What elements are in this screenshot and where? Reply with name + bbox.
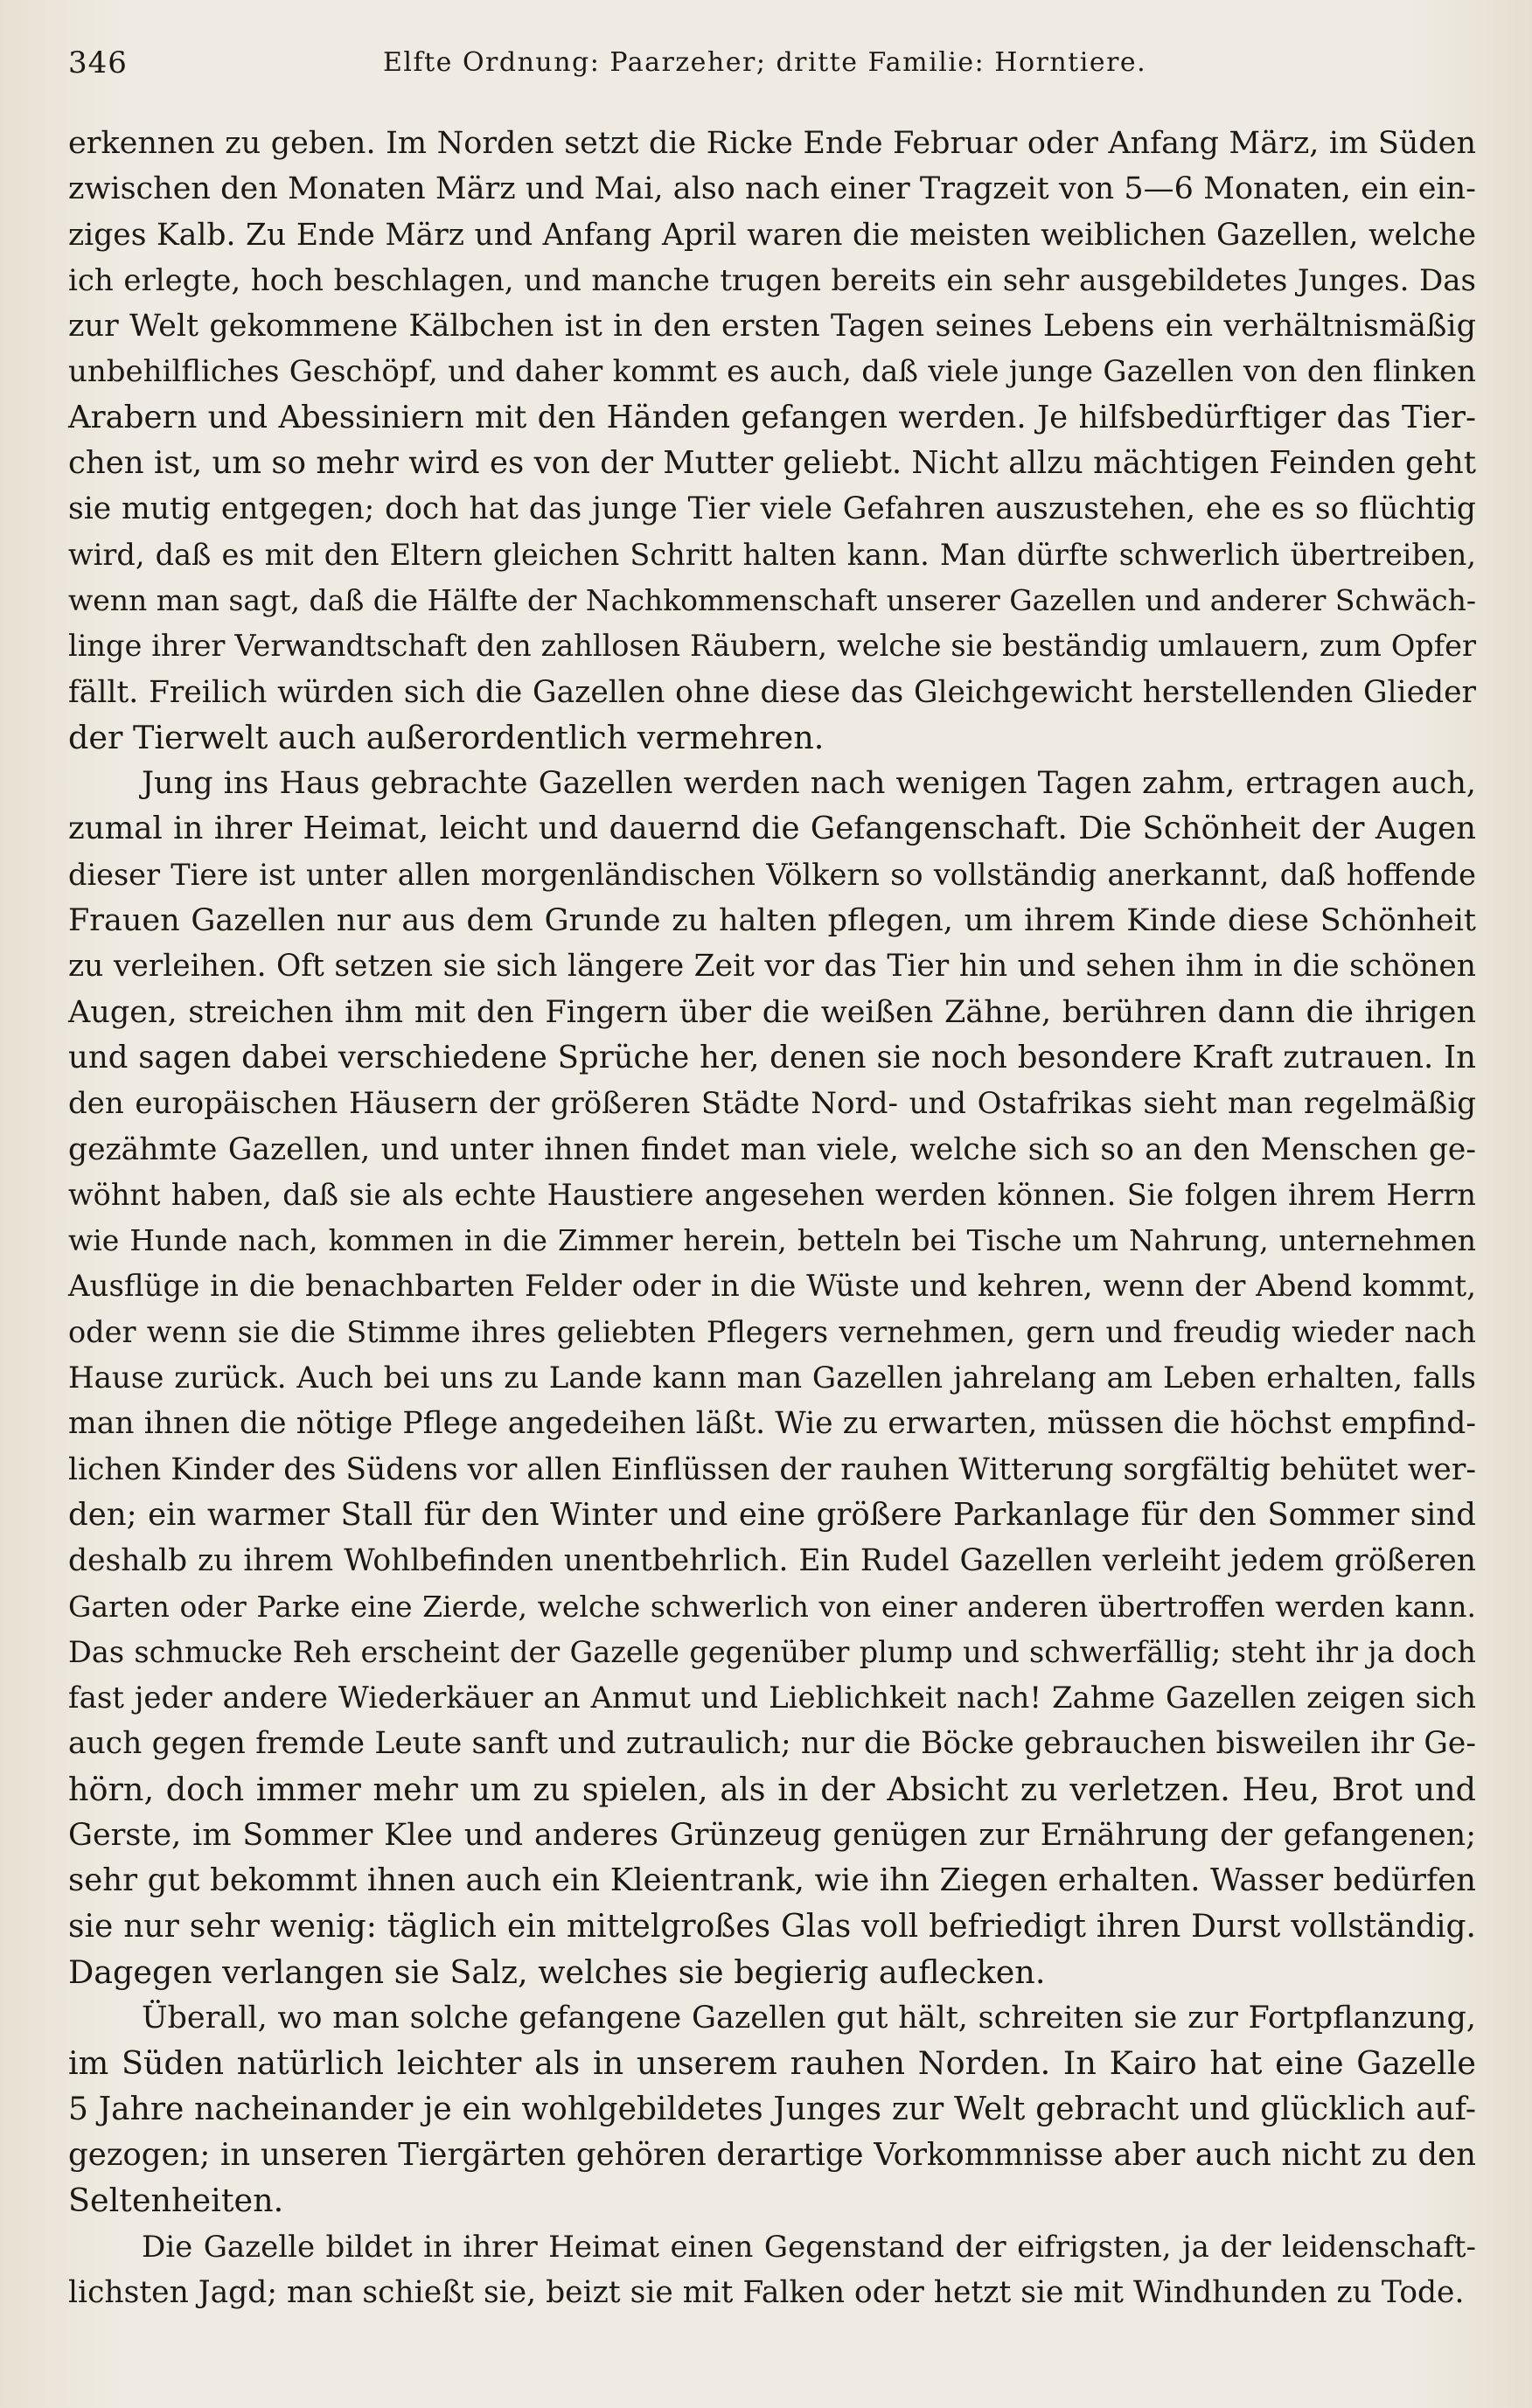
text-line: deshalb zu ihrem Wohlbefinden unentbehrlich. Ein Rudel Gazellen verleiht jedem größeren <box>68 1543 1476 1579</box>
text-line: linge ihrer Verwandtschaft den zahllosen Räubern, welche sie beständig umlauern, zum Opfer <box>68 629 1476 664</box>
text-line: Überall, wo man solche gefangene Gazellen gut hält, schreiten sie zur Fortpflanzung, <box>142 2001 1476 2036</box>
text-line: sie mutig entgegen; doch hat das junge Tier viele Gefahren auszustehen, ehe es so flüchtig <box>68 491 1476 527</box>
text-line: gezogen; in unseren Tiergärten gehören derartige Vorkommnisse aber auch nicht zu den <box>68 2137 1476 2174</box>
text-line: Garten oder Parke eine Zierde, welche schwerlich von einer anderen übertroffen werden kann. <box>68 1589 1476 1624</box>
text-line: Frauen Gazellen nur aus dem Grunde zu halten pflegen, um ihrem Kinde diese Schönheit <box>68 903 1476 939</box>
text-line: gezähmte Gazellen, und unter ihnen findet man viele, welche sich so an den Menschen ge- <box>68 1131 1476 1167</box>
text-line: Dagegen verlangen sie Salz, welches sie begierig auflecken. <box>68 1952 1046 1991</box>
paragraph <box>68 121 1476 761</box>
text-line: Seltenheiten. <box>68 2182 284 2220</box>
text-line: dieser Tiere ist unter allen morgenländischen Völkern so vollständig anerkannt, daß hoffende <box>68 857 1476 892</box>
text-line: und sagen dabei verschiedene Sprüche her, denen sie noch besondere Kraft zutrauen. In <box>68 1039 1476 1075</box>
text-line: sehr gut bekommt ihnen auch ein Kleientrank, wie ihn Ziegen erhalten. Wasser bedürfen <box>68 1862 1476 1899</box>
text-line: 5 Jahre nacheinander je ein wohlgebildetes Junges zur Welt gebracht und glücklich auf- <box>68 2091 1476 2127</box>
paragraph <box>68 1995 1476 2224</box>
text-line: wenn man sagt, daß die Hälfte der Nachkommenschaft unserer Gazellen und anderer Schwäch- <box>68 582 1477 617</box>
text-line: Jung ins Haus gebrachte Gazellen werden nach wenigen Tagen zahm, ertragen auch, <box>142 766 1476 802</box>
text-line: auch gegen fremde Leute sanft und zutraulich; nur die Böcke gebrauchen bisweilen ihr Ge- <box>68 1726 1476 1762</box>
text-line: lichen Kinder des Südens vor allen Einflüssen der rauhen Witterung sorgfältig behütet wer- <box>68 1451 1476 1487</box>
text-line: man ihnen die nötige Pflege angedeihen läßt. Wie zu erwarten, müssen die höchst empfind- <box>68 1406 1476 1442</box>
text-line: sie nur sehr wenig: täglich ein mittelgroßes Glas voll befriedigt ihren Durst vollständig. <box>68 1908 1476 1945</box>
text-line: fast jeder andere Wiederkäuer an Anmut und Lieblichkeit nach! Zahme Gazellen zeigen sich <box>68 1681 1476 1716</box>
text-line: oder wenn sie die Stimme ihres geliebten Pflegers vernehmen, gern und freudig wieder nach <box>68 1314 1476 1349</box>
text-line: Augen, streichen ihm mit den Fingern über die weißen Zähne, berühren dann die ihrigen <box>68 994 1476 1030</box>
running-title: Elfte Ordnung: Paarzeher; dritte Familie: Horntiere. <box>383 47 1147 78</box>
text-line: Gerste, im Sommer Klee und anderes Grünzeug genügen zur Ernährung der gefangenen; <box>68 1817 1476 1853</box>
text-line: erkennen zu geben. Im Norden setzt die Ricke Ende Februar oder Anfang März, im Süden <box>68 126 1476 161</box>
text-line: den europäischen Häusern der größeren Städte Nord- und Ostafrikas sieht man regelmäßig <box>68 1086 1476 1122</box>
text-line: ich erlegte, hoch beschlagen, und manche trugen bereits ein sehr ausgebildetes Junges. Das <box>68 262 1476 298</box>
page-number: 346 <box>68 45 128 80</box>
text-line: lichsten Jagd; man schießt sie, beizt sie mit Falken oder hetzt sie mit Windhunden zu Tode. <box>68 2274 1465 2310</box>
text-line: zur Welt gekommene Kälbchen ist in den ersten Tagen seines Lebens ein verhältnismäßig <box>68 309 1476 344</box>
text-line: zumal in ihrer Heimat, leicht und dauernd die Gefangenschaft. Die Schönheit der Augen <box>68 811 1476 847</box>
text-line: im Süden natürlich leichter als in unserem rauhen Norden. In Kairo hat eine Gazelle <box>68 2044 1476 2083</box>
text-line: fällt. Freilich würden sich die Gazellen ohne diese das Gleichgewicht herstellenden Glieder <box>68 674 1476 710</box>
text-line: zu verleihen. Oft setzen sie sich längere Zeit vor das Tier hin und sehen ihm in die schönen <box>68 949 1476 985</box>
text-line: Hause zurück. Auch bei uns zu Lande kann man Gazellen jahrelang am Leben erhalten, falls <box>68 1361 1476 1396</box>
text-line: Die Gazelle bildet in ihrer Heimat einen Gegenstand der eifrigsten, ja der leidenschaft- <box>142 2229 1476 2265</box>
text-line: wöhnt haben, daß sie als echte Haustiere angesehen werden können. Sie folgen ihrem Herrn <box>68 1177 1476 1212</box>
paragraph <box>68 2224 1476 2316</box>
text-line: wie Hunde nach, kommen in die Zimmer herein, betteln bei Tische um Nahrung, unternehmen <box>68 1223 1476 1258</box>
body-text <box>68 121 1476 2315</box>
text-line: Arabern und Abessiniern mit den Händen gefangen werden. Je hilfsbedürftiger das Tier- <box>68 399 1476 435</box>
text-line: chen ist, um so mehr wird es von der Mutter geliebt. Nicht allzu mächtigen Feinden geht <box>68 445 1476 482</box>
text-line: Ausflüge in die benachbarten Felder oder in die Wüste und kehren, wenn der Abend kommt, <box>68 1269 1476 1305</box>
text-line: unbehilfliches Geschöpf, und daher kommt es auch, daß viele junge Gazellen von den flinken <box>68 354 1476 390</box>
paragraph <box>68 761 1476 1995</box>
text-line: wird, daß es mit den Eltern gleichen Schritt halten kann. Man dürfte schwerlich übertreiben, <box>68 537 1476 572</box>
text-line: Das schmucke Reh erscheint der Gazelle gegenüber plump und schwerfällig; steht ihr ja doch <box>68 1634 1476 1669</box>
text-line: ziges Kalb. Zu Ende März und Anfang April waren die meisten weiblichen Gazellen, welche <box>68 217 1476 253</box>
text-line: den; ein warmer Stall für den Winter und eine größere Parkanlage für den Sommer sind <box>68 1496 1476 1533</box>
text-line: der Tierwelt auch außerordentlich vermehren. <box>68 718 825 756</box>
text-line: hörn, doch immer mehr um zu spielen, als in der Absicht zu verletzen. Heu, Brot und <box>68 1770 1476 1808</box>
text-line: zwischen den Monaten März und Mai, also nach einer Tragzeit von 5—6 Monaten, ein ein- <box>68 171 1476 207</box>
page-header <box>68 45 1467 89</box>
